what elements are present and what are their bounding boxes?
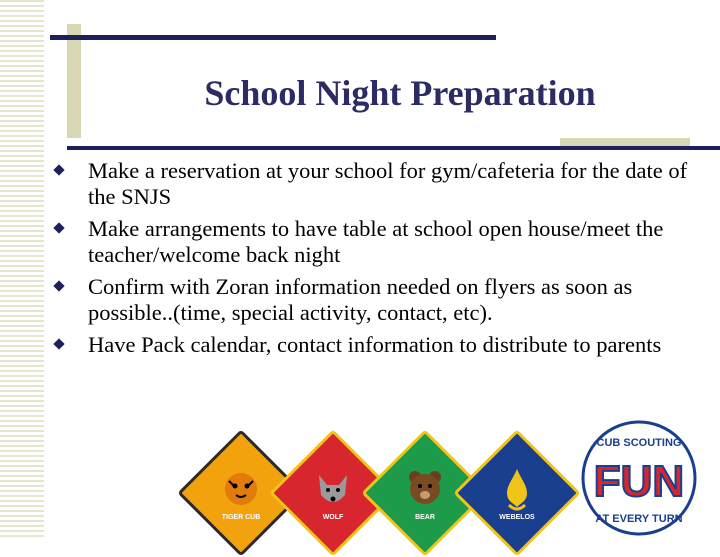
slide-title: School Night Preparation <box>204 73 596 113</box>
decorative-top-bar <box>50 35 496 40</box>
rank-badges <box>180 440 560 540</box>
decorative-stripes <box>0 0 44 540</box>
webelos-badge-icon <box>453 429 580 556</box>
bullet-item <box>48 158 708 210</box>
logo-main-text: FUN <box>593 457 685 506</box>
cub-scouting-fun-logo <box>575 416 703 540</box>
diamond-bullet-icon <box>53 164 64 175</box>
bullet-list <box>48 158 708 364</box>
bullet-text: Make a reservation at your school for gym/cafeteria for the date of the SNJS <box>88 158 688 209</box>
logo-bottom-text: AT EVERY TURN <box>595 513 683 525</box>
bullet-text: Make arrangements to have table at school open house/meet the teacher/welcome back night <box>88 216 664 267</box>
badge-label: WEBELOS <box>499 514 535 521</box>
decorative-divider-bar <box>67 146 720 150</box>
diamond-bullet-icon <box>53 280 64 291</box>
badge-label: WOLF <box>322 514 344 521</box>
badge-label: BEAR <box>415 514 435 521</box>
bullet-item <box>48 216 708 268</box>
diamond-bullet-icon <box>53 222 64 233</box>
bullet-item <box>48 274 708 326</box>
badge-label: TIGER CUB <box>221 514 261 521</box>
bullet-item <box>48 332 708 358</box>
logo-top-text: CUB SCOUTING <box>596 437 682 449</box>
diamond-bullet-icon <box>53 338 64 349</box>
bullet-text: Have Pack calendar, contact information to distribute to parents <box>88 332 662 357</box>
bullet-text: Confirm with Zoran information needed on flyers as soon as possible..(time, special activity, contact, etc). <box>88 274 633 325</box>
